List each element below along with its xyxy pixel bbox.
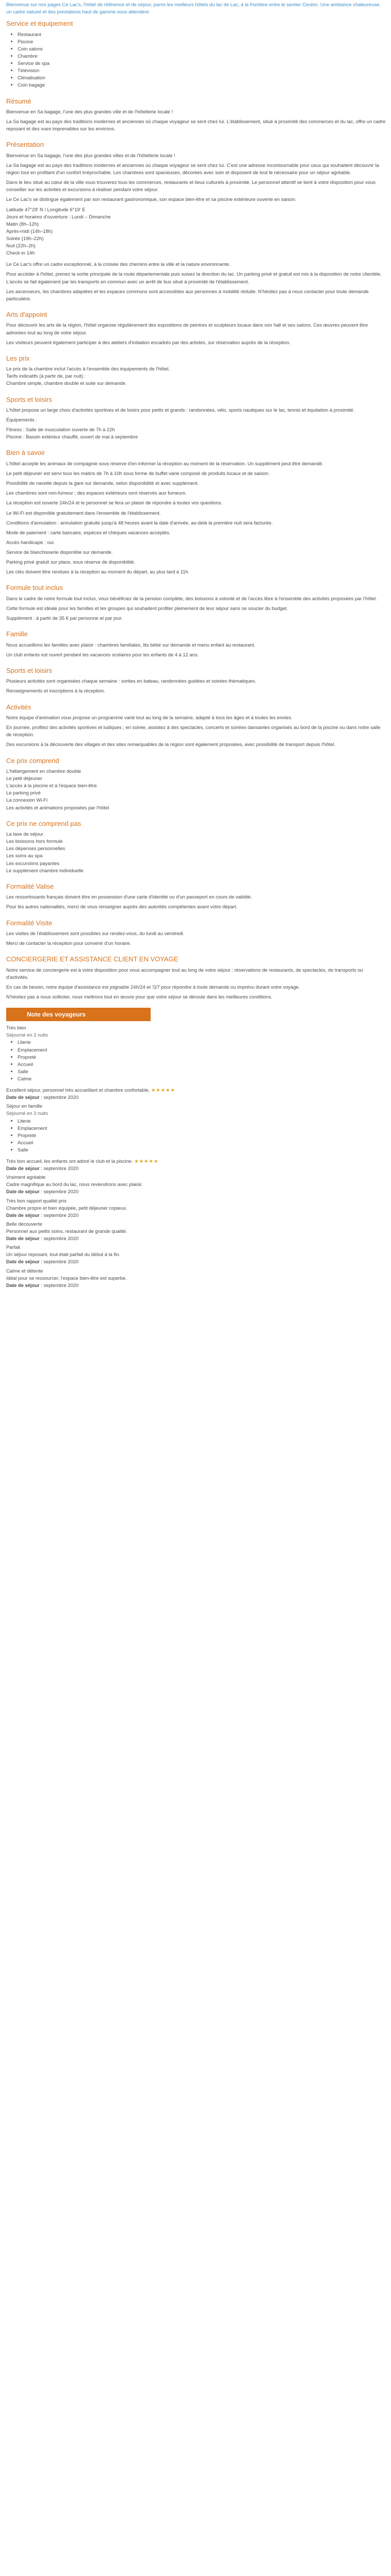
paragraph: La Sa bagage est au pays des traditions modernes et anciennes où chaque voyageur se sent chez lui. L'établissement, situé à proximité des commerces et du lac, offre un cadre reposant et des vues imprenables sur les environs. — [6, 118, 386, 132]
paragraph: Le Ce Lac's offre un cadre exceptionnel, à la croisée des chemins entre la ville et la nature environnante. — [6, 261, 231, 267]
intro-text: Bienvenue sur nos pages Ce Lac's, l'hôtel de référence et de séjour, parmi les meilleurs hôtels du lac de Lac, à la frontière entre le sentier Ceulon. Une ambiance chaleureuse, un cadre naturel et des prestations haut de gamme vous attendent. — [6, 2, 381, 15]
sport2-text — [6, 677, 386, 694]
short-review — [6, 1267, 386, 1289]
review-date: Date de séjour : septembre 2020 — [6, 1094, 79, 1100]
hotel-text — [6, 261, 386, 302]
review — [6, 1024, 386, 1101]
list-item: Les dépenses personnelles — [6, 845, 66, 852]
list-item: Après-midi (14h–18h) — [6, 228, 53, 234]
formalite-heading: Formalité Valise — [6, 882, 54, 890]
horaires-list — [6, 206, 386, 257]
review-text — [6, 1158, 386, 1165]
paragraph: L'hôtel propose un large choix d'activités sportives et de loisirs pour petits et grands : randonnées, vélo, sports nautiques sur le lac, tennis et équitation à proximité. — [6, 407, 355, 413]
list-item: Piscine : Bassin extérieur chauffé, ouvert de mai à septembre — [6, 434, 138, 440]
paragraph: Les ascenseurs, les chambres adaptées et les espaces communs sont accessibles aux personnes à mobilité réduite. N'hésitez pas à nous contacter pour toute demande particulière. — [6, 288, 369, 301]
review-verdict: Excellent séjour, personnel très accueillant et chambre confortable. — [6, 1087, 150, 1093]
list-item: • Propreté — [18, 1132, 386, 1139]
conciergerie-text — [6, 967, 386, 1001]
prix-list — [6, 365, 386, 387]
review — [6, 1103, 386, 1172]
review-date-label: Date de séjour — [6, 1282, 40, 1288]
paragraph: Bienvenue en Sa bagage, l'une des plus grandes villes et de l'hôtellerie locale ! — [6, 152, 175, 158]
services-heading: Service et équipement — [6, 20, 73, 28]
review-criteria — [6, 1039, 386, 1082]
cequi-list — [6, 768, 386, 811]
list-item: L'hébergement en chambre double — [6, 768, 82, 774]
paragraph: Merci de contacter la réception pour convenir d'un horaire. — [6, 940, 132, 946]
list-item: Jours et horaires d'ouverture : Lundi – Dimanche — [6, 213, 111, 219]
famille-text — [6, 641, 386, 658]
paragraph: Conditions d'annulation : annulation gratuite jusqu'à 48 heures avant la date d'arrivée, au-delà la première nuit sera facturée. — [6, 519, 273, 526]
list-item: • Salle — [18, 1146, 386, 1154]
list-item: • Emplacement — [18, 1125, 386, 1132]
list-item: Le petit déjeuner — [6, 775, 42, 782]
list-item: • Accueil — [18, 1139, 386, 1146]
review-author: Très bien — [6, 1025, 26, 1031]
formalite-text — [6, 893, 386, 910]
paragraph: Le Ce Lac's se distingue également par son restaurant gastronomique, son espace bien-être et sa piscine extérieure ouverte en saison. — [6, 196, 297, 202]
list-item: • Emplacement — [18, 1046, 386, 1054]
presentation-heading: Présentation — [6, 141, 44, 149]
list-item: • Salle — [18, 1068, 386, 1075]
review-date-label: Date de séjour — [6, 1165, 40, 1172]
activites-heading: Activités — [6, 703, 31, 711]
paragraph: La Sa bagage est au pays des traditions modernes et anciennes où chaque voyageur se sent chez lui. C'est une adresse incontournable pour ceux qui souhaitent découvrir la région tout en profitant d'un confort irréprochable. Les chambres sont spacieuses, décorées avec soin et disposent de tout le nécessaire pour un séjour agréable. — [6, 162, 379, 176]
activites-text — [6, 714, 386, 748]
list-item: • Literie — [18, 1117, 386, 1125]
short-review-label: Vraiment agréable — [6, 1174, 46, 1180]
list-item: • Climatisation — [18, 74, 386, 81]
review-meta: Séjourné en 3 nuits — [6, 1110, 48, 1116]
formule-heading: Formule tout inclus — [6, 584, 63, 592]
sport2-heading: Sports et loisirs — [6, 666, 52, 674]
review-date-value: septembre 2020 — [43, 1282, 79, 1288]
accueil-text — [6, 108, 386, 132]
paragraph: Les clés doivent être rendues à la réception au moment du départ, au plus tard à 11h. — [6, 569, 190, 575]
short-review-label: Calme et détente — [6, 1267, 43, 1274]
paragraph: Pour découvrir les arts de la région, l'hôtel organise régulièrement des expositions de peintres et sculpteurs locaux dans son hall et ses salons. Ces œuvres peuvent être admirées tout au long de votre séjour. — [6, 322, 368, 335]
review-date-value: septembre 2020 — [43, 1212, 79, 1218]
presentation-text — [6, 152, 386, 204]
arts-text — [6, 321, 386, 346]
review-date-value: septembre 2020 — [43, 1094, 79, 1100]
paragraph: Un club enfants est ouvert pendant les vacances scolaires pour les enfants de 4 à 12 ans. — [6, 651, 199, 657]
review-verdict: Très bon accueil, les enfants ont adoré le club et la piscine. — [6, 1158, 133, 1164]
paragraph: Supplément : à partir de 35 € par personne et par jour. — [6, 615, 123, 621]
list-item: La connexion Wi-Fi — [6, 797, 48, 803]
paragraph: Pour les autres nationalités, merci de vous renseigner auprès des autorités compétentes avant votre départ. — [6, 904, 238, 910]
review-date-label: Date de séjour — [6, 1094, 40, 1100]
list-item: Soirée (19h–22h) — [6, 235, 44, 242]
short-review-text: Cadre magnifique au bord du lac, nous reviendrons avec plaisir. — [6, 1181, 143, 1188]
list-item: Les activités et animations proposées par l'hôtel — [6, 804, 109, 810]
paragraph: Accès handicapé : oui. — [6, 539, 55, 545]
paragraph: Le petit déjeuner est servi tous les matins de 7h à 10h sous forme de buffet varié composé de produits locaux et de saison. — [6, 470, 270, 477]
review-date-value: septembre 2020 — [43, 1235, 79, 1242]
paragraph: Des excursions à la découverte des villages et des sites remarquables de la région sont également proposées, avec possibilité de transport depuis l'hôtel. — [6, 741, 336, 748]
list-item: • Service de spa — [18, 60, 386, 67]
review-date-value: septembre 2020 — [43, 1165, 79, 1172]
review-date-value: septembre 2020 — [43, 1189, 79, 1195]
paragraph: L'hôtel accepte les animaux de compagnie sous réserve d'en informer la réception au moment de la réservation. Un supplément peut être demandé. — [6, 460, 323, 466]
short-review-label: Belle découverte — [6, 1221, 42, 1227]
review-criteria — [6, 1117, 386, 1154]
paragraph: La réception est ouverte 24h/24 et le personnel se fera un plaisir de répondre à toutes vos questions. — [6, 500, 223, 506]
prix-heading: Les prix — [6, 354, 30, 362]
short-review-label: Très bon rapport qualité prix — [6, 1197, 67, 1204]
paragraph: En journée, profitez des activités sportives et ludiques ; en soirée, assistez à des spectacles, concerts et soirées dansantes organisés au bord de la piscine ou dans notre salle de réception. — [6, 724, 381, 738]
formalite2-heading: Formalité Visite — [6, 919, 53, 927]
paragraph: Service de blanchisserie disponible sur demande. — [6, 549, 113, 555]
list-item: • Accueil — [18, 1061, 386, 1068]
list-item: Le supplément chambre individuelle — [6, 867, 84, 873]
paragraph: Les ressortissants français doivent être en possession d'une carte d'identité ou d'un passeport en cours de validité. — [6, 894, 252, 900]
paragraph: Le Wi-Fi est disponible gratuitement dans l'ensemble de l'établissement. — [6, 510, 161, 516]
list-item: • Chambre — [18, 53, 386, 60]
star-rating-icon: ★★★★★ — [151, 1087, 175, 1093]
list-item: Fitness : Salle de musculation ouverte de 7h à 22h — [6, 427, 115, 433]
review-date-label: Date de séjour — [6, 1259, 40, 1265]
review-date-label: Date de séjour — [6, 1235, 40, 1242]
formalite2-text — [6, 930, 386, 947]
review-date-label: Date de séjour — [6, 1189, 40, 1195]
review-date: Date de séjour : septembre 2020 — [6, 1282, 79, 1288]
list-item: • Restaurant — [18, 31, 386, 38]
review-author: Séjour en famille — [6, 1103, 42, 1109]
list-item: Matin (8h–12h) — [6, 221, 39, 227]
list-item: Les excursions payantes — [6, 860, 60, 866]
list-item: • Literie — [18, 1039, 386, 1046]
paragraph: Bienvenue en Sa bagage, l'une des plus grandes ville et de l'hôtellerie locale ! — [6, 109, 173, 115]
star-rating-icon: ★★★★★ — [134, 1158, 159, 1164]
list-item: Chambre simple, chambre double et suite sur demande. — [6, 380, 127, 386]
list-item: • Piscine — [18, 38, 386, 45]
list-item: Les boissons hors formule — [6, 838, 63, 844]
list-item: Tarifs indicatifs (à partir de, par nuit) : — [6, 373, 86, 379]
list-item: • Télévision — [18, 67, 386, 74]
list-item: La taxe de séjour — [6, 831, 43, 837]
list-item: Le parking privé — [6, 790, 41, 796]
short-review — [6, 1174, 386, 1195]
paragraph: Les visiteurs peuvent également participer à des ateliers d'initiation encadrés par des artistes, sur réservation auprès de la réception. — [6, 339, 291, 345]
sports-text — [6, 406, 386, 423]
review-date: Date de séjour : septembre 2020 — [6, 1189, 79, 1195]
review-text — [6, 1087, 386, 1094]
short-review-text: Idéal pour se ressourcer, l'espace bien-être est superbe. — [6, 1275, 127, 1281]
short-review-text: Personnel aux petits soins, restaurant de grande qualité. — [6, 1228, 127, 1234]
short-review-text: Chambre propre et bien équipée, petit déjeuner copieux. — [6, 1205, 127, 1211]
paragraph: Possibilité de navette depuis la gare sur demande, selon disponibilité et avec supplément. — [6, 480, 199, 486]
short-review — [6, 1244, 386, 1265]
short-review — [6, 1221, 386, 1242]
services-list — [6, 31, 386, 89]
paragraph: Renseignements et inscriptions à la réception. — [6, 688, 105, 694]
review-date: Date de séjour : septembre 2020 — [6, 1235, 79, 1242]
short-review-text: Un séjour reposant, tout était parfait du début à la fin. — [6, 1251, 120, 1258]
paragraph: Pour accéder à l'hôtel, prenez la sortie principale de la route départementale puis suivez la direction du lac. Un parking privé et gratuit est mis à la disposition de notre clientèle. L'accès se fait également par les transports en commun avec un arrêt de bus situé à proximité de l'établissement. — [6, 271, 382, 284]
short-review-label: Parfait — [6, 1244, 21, 1250]
review-date: Date de séjour : septembre 2020 — [6, 1212, 79, 1218]
paragraph: N'hésitez pas à nous solliciter, nous mettrons tout en œuvre pour que votre séjour se déroule dans les meilleures conditions. — [6, 994, 273, 1000]
equipment-list — [6, 426, 386, 440]
famille-heading: Famille — [6, 630, 28, 638]
review-date: Date de séjour : septembre 2020 — [6, 1165, 79, 1172]
list-item: Les soins au spa — [6, 853, 43, 859]
paragraph: Cette formule est idéale pour les familles et les groupes qui souhaitent profiter pleinement de leur séjour sans se soucier du budget. — [6, 605, 288, 611]
list-item: Check-in 14h — [6, 250, 35, 256]
review-date: Date de séjour : septembre 2020 — [6, 1259, 79, 1265]
list-item: Le prix de la chambre inclut l'accès à l'ensemble des équipements de l'hôtel. — [6, 366, 170, 372]
cequi-heading: Ce prix comprend — [6, 756, 59, 765]
accueil-heading: Résumé — [6, 97, 31, 105]
review-meta: Séjourné en 2 nuits — [6, 1032, 48, 1038]
paragraph: Plusieurs activités sont organisées chaque semaine : sorties en bateau, randonnées guidées et soirées thématiques. — [6, 678, 256, 684]
list-item: L'accès à la piscine et à l'espace bien-être — [6, 783, 97, 789]
cequi2-list — [6, 831, 386, 874]
paragraph: Parking privé gratuit sur place, sous réserve de disponibilité. — [6, 559, 136, 565]
paragraph: Équipements : — [6, 417, 37, 423]
bienavoir-text — [6, 460, 386, 575]
review-date-value: septembre 2020 — [43, 1259, 79, 1265]
list-item: • Coin salons — [18, 45, 386, 53]
list-item: • Propreté — [18, 1054, 386, 1061]
formule-text — [6, 595, 386, 622]
bienavoir-heading: Bien à savoir — [6, 449, 45, 457]
paragraph: En cas de besoin, notre équipe d'assistance est joignable 24h/24 et 7j/7 pour répondre à toute demande ou imprévu durant votre voyage. — [6, 984, 300, 990]
paragraph: Les chambres sont non-fumeur ; des espaces extérieurs sont réservés aux fumeurs. — [6, 490, 187, 496]
conciergerie-heading: CONCIERGERIE ET ASSISTANCE CLIENT EN VOYAGE — [6, 955, 178, 963]
paragraph: Dans le cadre de notre formule tout inclus, vous bénéficiez de la pension complète, des boissons à volonté et de l'accès libre à l'ensemble des activités proposées par l'hôtel. — [6, 595, 377, 601]
cequi2-heading: Ce prix ne comprend pas — [6, 819, 82, 827]
paragraph: Dans le lieu situé au cœur de la ville vous trouverez tous les commerces, restaurants et lieux culturels à proximité. Le personnel attentif se tient à votre disposition pour vous conseiller sur les activités et excursions à réaliser pendant votre séjour. — [6, 179, 376, 193]
sports-heading: Sports et loisirs — [6, 395, 52, 403]
list-item: Nuit (22h–2h) — [6, 243, 36, 249]
paragraph: Mode de paiement : carte bancaire, espèces et chèques vacances acceptés. — [6, 529, 171, 535]
arts-heading: Arts d'appoint — [6, 310, 47, 318]
review-date-label: Date de séjour — [6, 1212, 40, 1218]
paragraph: Nous accueillons les familles avec plaisir : chambres familiales, lits bébé sur demande et menu enfant au restaurant. — [6, 641, 256, 648]
list-item: Latitude 47°29' N / Longitude 6°19' E — [6, 206, 86, 212]
list-item: • Calme — [18, 1075, 386, 1082]
ratings-banner: Note des voyageurs — [6, 1008, 151, 1021]
paragraph: Notre service de conciergerie est à votre disposition pour vous accompagner tout au long de votre séjour : réservations de restaurants, de spectacles, de transports ou d'activités. — [6, 967, 363, 980]
list-item: • Coin bagage — [18, 81, 386, 89]
paragraph: Les visites de l'établissement sont possibles sur rendez-vous, du lundi au vendredi. — [6, 930, 185, 937]
paragraph: Notre équipe d'animation vous propose un programme varié tout au long de la semaine, adapté à tous les âges et à toutes les envies. — [6, 715, 292, 721]
short-review — [6, 1197, 386, 1219]
